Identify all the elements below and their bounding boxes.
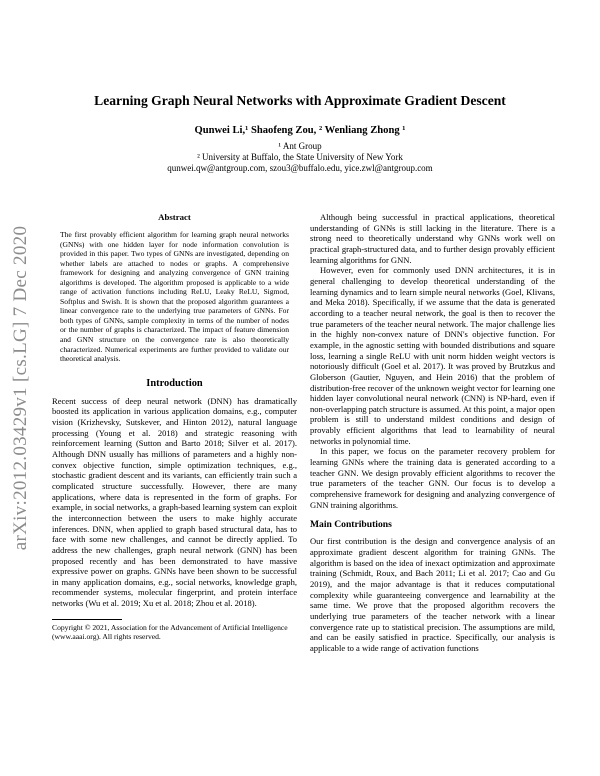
- paper-authors: Qunwei Li,¹ Shaofeng Zou, ² Wenliang Zhong ¹: [194, 125, 406, 136]
- arxiv-stamp: [6, 208, 36, 568]
- right-paragraph-1: Although being successful in practical applications, theoretical understanding of GNNs is still lacking in the literature. There is a strong need to theoretically understand why GNNs work well on practical graph-structured data, and to further design provably efficient learning algorithms for GNN.: [310, 212, 555, 265]
- footnote-rule: [52, 619, 122, 620]
- copyright-footnote: Copyright © 2021, Association for the Advancement of Artificial Intelligence (www.aaai.org). All rights reserved.: [52, 622, 288, 642]
- left-column: [52, 212, 297, 642]
- abstract-text: The first provably efficient algorithm for learning graph neural networks (GNNs) with one hidden layer for node information convolution is provided in this paper. Two types of GNNs are investigated, depending on whether labels are attached to nodes or graphs. A comprehensive framework for designing and analyzing convergence of GNN training algorithms is developed. The algorithm proposed is applicable to a wide range of activation functions including ReLU, Leaky ReLU, Sigmod, Softplus and Swish. It is shown that the proposed algorithm guarantees a linear convergence rate to the underlying true parameters of GNNs. For both types of GNNs, sample complexity in terms of the number of nodes or the number of graphs is characterized. The impact of feature dimension and GNN structure on the convergence rate is also theoretically characterized. Numerical experiments are further provided to validate our theoretical analysis.: [60, 230, 289, 364]
- right-paragraph-2: However, even for commonly used DNN architectures, it is in general challenging to develop theoretical understanding of the learning dynamics and to learn simple neural networks (Goel, Klivans, and Meka 2018). Specifically, if we assume that the data is generated according to a teacher neural network, the goal is then to recover the true parameters of the teacher neural network. The major challenge lies in the highly non-convex nature of DNN's objective function. For example, in the agnostic setting with bounded distributions and square loss, learning a single ReLU with unit norm hidden weight vectors is notoriously difficult (Goel et al. 2017). It was proved by Brutzkus and Globerson (Gautier, Nguyen, and Hein 2016) that the problem of distribution-free recover of the unknown weight vector for learning one hidden layer convolutional neural network (CNN) is NP-hard, even if non-overlapping patch structure is assumed. At this point, a major open problem is still to understand mildest conditions and design of provably efficient algorithms that lead to learnability of neural networks in polynomial time.: [310, 265, 555, 446]
- main-contributions-heading: Main Contributions: [310, 519, 392, 531]
- abstract-heading: Abstract: [158, 212, 191, 222]
- introduction-paragraph: Recent success of deep neural network (DNN) has dramatically boosted its application in various application domains, e.g., computer vision (Krizhevsky, Sutskever, and Hinton 2012), natural language processing (Young et al. 2018) and strategic reasoning with reinforcement learning (Sutton and Barto 2018; Silver et al. 2017). Although DNN usually has millions of parameters and a highly non-convex objective function, simple optimization techniques, e.g., stochastic gradient descent and its variants, can efficiently train such a complicated structure successfully. However, there are many applications, where data is represented in the form of graphs. For example, in social networks, a graph-based learning system can exploit the interconnection between the users to make highly accurate inferences. DNN, when applied to graph based structural data, has to face with some new challenges, and cannot be directly applied. To address the new challenges, graph neural network (GNN) has been proposed recently and has been demonstrated to have massive expressive power on graphs. GNNs have been shown to be successful in many application domains, e.g., social networks, knowledge graph, recommender systems, molecular fingerprint, and protein interface networks (Wu et al. 2019; Xu et al. 2018; Zhou et al. 2018).: [52, 395, 297, 609]
- right-paragraph-4: Our first contribution is the design and convergence analysis of an approximate gradient descent algorithm for training GNNs. The algorithm is based on the idea of inexact optimization and approximate training (Schmidt, Roux, and Bach 2011; Li et al. 2017; Cao and Gu 2019), and the major advantage is that it reduces computational complexity while guaranteeing convergence and learnability at the same time. We prove that the proposed algorithm recovers the underlying true parameters of the teacher network with a linear convergence rate up to statistical precision. The assumptions are mild, and can be easily satisfied in practice. Specifically, our analysis is applicable to a wide range of activation functions: [310, 536, 555, 653]
- right-column: [310, 212, 555, 654]
- introduction-heading: Introduction: [146, 377, 203, 389]
- affiliation-2: ² University at Buffalo, the State University of New York: [197, 152, 403, 162]
- right-paragraph-3: In this paper, we focus on the parameter recovery problem for learning GNNs where the training data is generated according to a teacher GNN. We design provably efficient algorithms to recover the true parameters of the teacher GNN. Our focus is to develop a comprehensive framework for designing and analyzing convergence of GNN training algorithms.: [310, 446, 555, 510]
- author-emails: qunwei.qw@antgroup.com, szou3@buffalo.edu, yice.zwl@antgroup.com: [167, 163, 433, 173]
- affiliation-1: ¹ Ant Group: [278, 141, 322, 151]
- arxiv-stamp-text: arXiv:2012.03429v1 [cs.LG] 7 Dec 2020: [10, 225, 31, 551]
- paper-title: Learning Graph Neural Networks with Approximate Gradient Descent: [94, 93, 506, 108]
